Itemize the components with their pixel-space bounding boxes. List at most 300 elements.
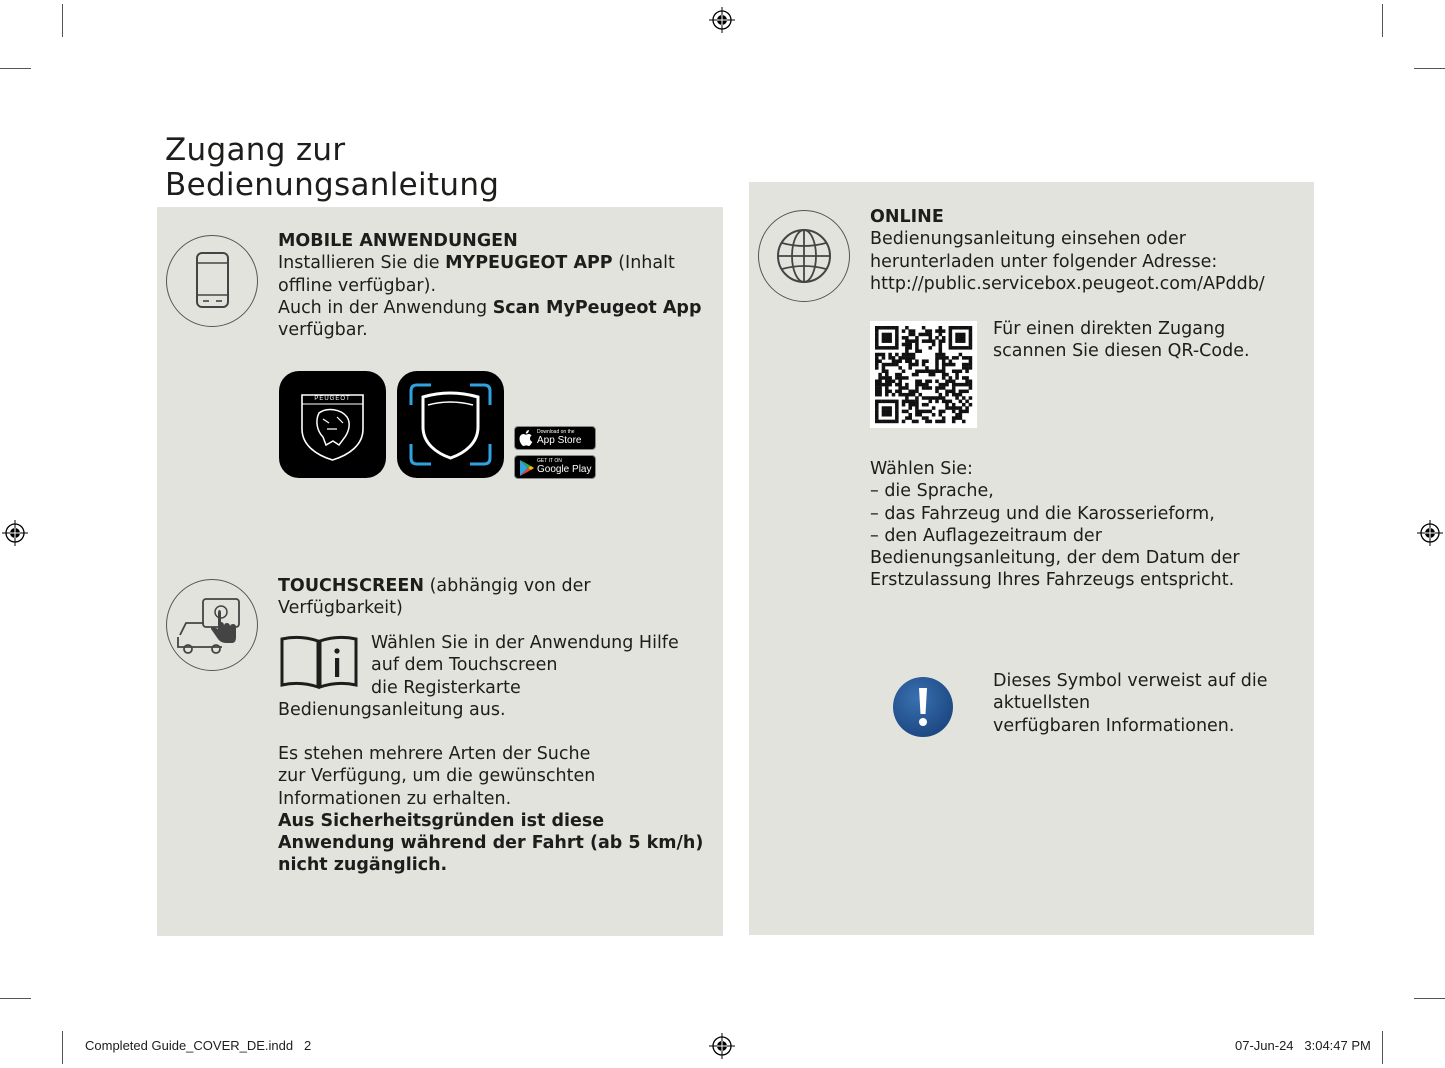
qr-module xyxy=(959,336,963,340)
qr-module xyxy=(922,369,926,373)
qr-module xyxy=(888,346,892,350)
app-store-badge[interactable] xyxy=(514,426,596,450)
touchscreen-hand-icon xyxy=(166,579,258,671)
qr-module xyxy=(969,329,973,333)
qr-module xyxy=(905,356,909,360)
qr-instructions xyxy=(993,318,1303,363)
qr-module xyxy=(895,359,899,363)
qr-module xyxy=(888,356,892,360)
qr-module xyxy=(918,413,922,417)
qr-module xyxy=(882,346,886,350)
qr-module xyxy=(965,383,969,387)
qr-module xyxy=(925,403,929,407)
qr-module xyxy=(898,373,902,377)
qr-module xyxy=(932,413,936,417)
qr-module xyxy=(969,380,973,384)
qr-module xyxy=(959,410,963,414)
qr-module xyxy=(965,400,969,404)
qr-module xyxy=(929,336,933,340)
qr-module xyxy=(885,406,889,410)
qr-module xyxy=(915,343,919,347)
qr-module xyxy=(942,400,946,404)
manual-info-icon xyxy=(280,633,358,691)
qr-module xyxy=(915,406,919,410)
qr-module xyxy=(878,386,882,390)
online-line: herunterladen unter folgender Adresse: xyxy=(870,251,1218,272)
qr-module xyxy=(935,420,939,424)
crop-mark xyxy=(0,998,31,999)
qr-code[interactable] xyxy=(870,321,977,428)
qr-module xyxy=(915,420,919,424)
qr-module xyxy=(905,346,909,350)
qr-module xyxy=(942,420,946,424)
qr-module xyxy=(895,353,899,357)
qr-module xyxy=(875,346,879,350)
qr-module xyxy=(939,339,943,343)
qr-module xyxy=(895,336,899,340)
qr-module xyxy=(885,410,889,414)
qr-module xyxy=(912,356,916,360)
qr-module xyxy=(959,400,963,404)
qr-module xyxy=(898,383,902,387)
qr-module xyxy=(888,326,892,330)
qr-module xyxy=(965,356,969,360)
qr-module xyxy=(922,396,926,400)
qr-module xyxy=(895,363,899,367)
qr-module xyxy=(898,366,902,370)
qr-module xyxy=(955,376,959,380)
qr-module xyxy=(888,333,892,337)
qr-module xyxy=(962,356,966,360)
qr-module xyxy=(952,356,956,360)
qr-module xyxy=(908,339,912,343)
qr-module xyxy=(878,380,882,384)
qr-module xyxy=(912,390,916,394)
qr-module xyxy=(882,353,886,357)
exclamation-icon xyxy=(892,676,954,738)
qr-module xyxy=(942,376,946,380)
qr-module xyxy=(939,413,943,417)
notice-line: verfügbaren Informationen. xyxy=(993,715,1235,736)
qr-module xyxy=(895,326,899,330)
qr-module xyxy=(875,393,879,397)
qr-module xyxy=(882,326,886,330)
qr-module xyxy=(952,420,956,424)
qr-module xyxy=(875,400,879,404)
qr-module xyxy=(969,326,973,330)
qr-module xyxy=(892,393,896,397)
qr-module xyxy=(882,333,886,337)
qr-module xyxy=(925,339,929,343)
qr-module xyxy=(895,339,899,343)
qr-module xyxy=(885,336,889,340)
qr-module xyxy=(969,343,973,347)
qr-module xyxy=(878,420,882,424)
mypeugeot-app-icon[interactable] xyxy=(279,371,386,478)
qr-module xyxy=(902,376,906,380)
safety-warning xyxy=(278,810,718,877)
qr-module xyxy=(945,390,949,394)
qr-module xyxy=(895,373,899,377)
touchscreen-section-text xyxy=(278,575,718,620)
qr-module xyxy=(902,343,906,347)
qr-module xyxy=(942,396,946,400)
qr-module xyxy=(955,416,959,420)
qr-instruction-line: scannen Sie diesen QR-Code. xyxy=(993,341,1250,362)
crop-mark xyxy=(0,68,31,69)
qr-module xyxy=(905,339,909,343)
qr-module xyxy=(959,390,963,394)
qr-module xyxy=(939,396,943,400)
qr-module xyxy=(935,380,939,384)
qr-module xyxy=(895,400,899,404)
qr-module xyxy=(969,356,973,360)
qr-module xyxy=(878,373,882,377)
qr-module xyxy=(912,403,916,407)
qr-module xyxy=(929,339,933,343)
qr-module xyxy=(915,396,919,400)
qr-module xyxy=(918,393,922,397)
qr-module xyxy=(965,366,969,370)
qr-module xyxy=(939,393,943,397)
qr-module xyxy=(885,346,889,350)
qr-module xyxy=(962,333,966,337)
qr-module xyxy=(949,363,953,367)
qr-module xyxy=(885,413,889,417)
qr-module xyxy=(902,369,906,373)
selection-line: – das Fahrzeug und die Karosserieform, xyxy=(870,503,1215,524)
qr-module xyxy=(875,339,879,343)
qr-module xyxy=(895,329,899,333)
qr-module xyxy=(965,369,969,373)
qr-module xyxy=(939,369,943,373)
qr-module xyxy=(898,393,902,397)
globe-icon xyxy=(758,210,850,302)
qr-module xyxy=(895,383,899,387)
footer-timestamp: 07-Jun-24 3:04:47 PM xyxy=(1235,1038,1371,1053)
qr-module xyxy=(882,336,886,340)
crop-mark xyxy=(62,1031,63,1064)
qr-module xyxy=(962,396,966,400)
qr-module xyxy=(925,359,929,363)
qr-module xyxy=(969,346,973,350)
qr-module xyxy=(895,406,899,410)
qr-module xyxy=(949,376,953,380)
google-play-small-text: GET IT ON xyxy=(537,458,562,464)
qr-module xyxy=(875,333,879,337)
qr-module xyxy=(915,383,919,387)
qr-module xyxy=(908,403,912,407)
qr-module xyxy=(952,403,956,407)
qr-module xyxy=(888,336,892,340)
selection-instructions xyxy=(870,458,1310,592)
qr-module xyxy=(955,396,959,400)
selection-line: – die Sprache, xyxy=(870,481,994,502)
qr-module xyxy=(969,333,973,337)
qr-module xyxy=(882,410,886,414)
qr-module xyxy=(918,369,922,373)
manual-url-link[interactable]: http://public.servicebox.peugeot.com/APddb/ xyxy=(870,273,1265,294)
qr-module xyxy=(955,373,959,377)
qr-module xyxy=(959,326,963,330)
qr-module xyxy=(939,333,943,337)
qr-module xyxy=(915,386,919,390)
qr-module xyxy=(969,396,973,400)
qr-module xyxy=(922,339,926,343)
qr-module xyxy=(905,359,909,363)
qr-module xyxy=(932,396,936,400)
qr-module xyxy=(955,346,959,350)
qr-module xyxy=(962,390,966,394)
qr-module xyxy=(888,376,892,380)
qr-module xyxy=(875,343,879,347)
qr-module xyxy=(918,349,922,353)
qr-module xyxy=(962,339,966,343)
qr-module xyxy=(929,369,933,373)
google-play-icon xyxy=(519,459,535,477)
qr-module xyxy=(915,346,919,350)
qr-module xyxy=(962,363,966,367)
qr-module xyxy=(922,410,926,414)
touchscreen-instructions xyxy=(371,632,721,699)
qr-module xyxy=(925,416,929,420)
qr-module xyxy=(905,396,909,400)
app-store-small-text: Download on the xyxy=(537,429,575,435)
qr-module xyxy=(939,420,943,424)
qr-module xyxy=(935,329,939,333)
qr-module xyxy=(908,416,912,420)
qr-module xyxy=(929,329,933,333)
qr-module xyxy=(915,336,919,340)
qr-module xyxy=(905,336,909,340)
qr-module xyxy=(892,420,896,424)
apple-icon xyxy=(519,429,535,447)
qr-module xyxy=(885,339,889,343)
qr-module xyxy=(908,359,912,363)
mobile-heading: MOBILE ANWENDUNGEN xyxy=(278,231,518,251)
qr-module xyxy=(949,326,953,330)
qr-module xyxy=(888,400,892,404)
qr-module xyxy=(898,386,902,390)
qr-module xyxy=(875,410,879,414)
qr-module xyxy=(895,333,899,337)
qr-module xyxy=(908,333,912,337)
qr-module xyxy=(969,403,973,407)
qr-module xyxy=(878,383,882,387)
qr-module xyxy=(932,373,936,377)
page-title-line2: Bedienungsanleitung xyxy=(165,167,500,203)
qr-module xyxy=(955,369,959,373)
qr-module xyxy=(932,369,936,373)
qr-module xyxy=(898,380,902,384)
online-line: Bedienungsanleitung einsehen oder xyxy=(870,229,1186,250)
qr-module xyxy=(888,363,892,367)
qr-code-image xyxy=(870,321,977,428)
qr-module xyxy=(935,369,939,373)
crop-mark xyxy=(1414,68,1445,69)
qr-module xyxy=(969,359,973,363)
mobile-section-text xyxy=(278,230,718,341)
google-play-label: Google Play xyxy=(537,464,592,475)
qr-module xyxy=(912,339,916,343)
qr-module xyxy=(945,373,949,377)
registration-mark-icon xyxy=(709,1033,735,1059)
qr-module xyxy=(952,393,956,397)
qr-module xyxy=(929,373,933,377)
peugeot-shield-icon xyxy=(279,371,386,478)
qr-module xyxy=(935,336,939,340)
qr-module xyxy=(888,406,892,410)
qr-module xyxy=(908,393,912,397)
qr-module xyxy=(959,393,963,397)
qr-module xyxy=(952,390,956,394)
qr-module xyxy=(882,369,886,373)
qr-module xyxy=(955,393,959,397)
qr-module xyxy=(929,346,933,350)
qr-module xyxy=(929,333,933,337)
qr-module xyxy=(949,400,953,404)
qr-module xyxy=(905,376,909,380)
qr-module xyxy=(965,363,969,367)
qr-module xyxy=(922,326,926,330)
qr-module xyxy=(875,336,879,340)
qr-module xyxy=(912,373,916,377)
notice-line: Dieses Symbol verweist auf die xyxy=(993,671,1268,691)
qr-module xyxy=(885,380,889,384)
qr-module xyxy=(875,416,879,420)
qr-module xyxy=(908,329,912,333)
qr-module xyxy=(939,343,943,347)
qr-module xyxy=(888,413,892,417)
qr-module xyxy=(955,356,959,360)
qr-module xyxy=(939,353,943,357)
qr-module xyxy=(875,353,879,357)
footer-filename: Completed Guide_COVER_DE.indd 2 xyxy=(85,1038,312,1053)
qr-module xyxy=(895,420,899,424)
qr-module xyxy=(908,413,912,417)
qr-module xyxy=(942,336,946,340)
qr-module xyxy=(895,410,899,414)
qr-module xyxy=(929,420,933,424)
safety-warning-line: Anwendung während der Fahrt (ab 5 km/h) xyxy=(278,833,704,854)
qr-module xyxy=(925,396,929,400)
online-section-text xyxy=(870,206,1310,295)
qr-module xyxy=(875,420,879,424)
qr-module xyxy=(875,326,879,330)
qr-module xyxy=(882,413,886,417)
qr-module xyxy=(888,380,892,384)
qr-module xyxy=(912,420,916,424)
qr-module xyxy=(942,386,946,390)
qr-module xyxy=(915,403,919,407)
qr-module xyxy=(949,343,953,347)
selection-line: Erstzulassung Ihres Fahrzeugs entspricht. xyxy=(870,570,1235,591)
qr-module xyxy=(932,339,936,343)
qr-module xyxy=(952,383,956,387)
qr-module xyxy=(912,363,916,367)
qr-module xyxy=(965,410,969,414)
qr-module xyxy=(935,359,939,363)
qr-module xyxy=(875,363,879,367)
qr-module xyxy=(918,380,922,384)
qr-module xyxy=(912,333,916,337)
qr-module xyxy=(969,363,973,367)
qr-module xyxy=(959,369,963,373)
google-play-badge[interactable] xyxy=(514,455,596,479)
qr-module xyxy=(878,393,882,397)
scan-mypeugeot-app-icon[interactable] xyxy=(397,371,504,478)
qr-module xyxy=(945,356,949,360)
qr-module xyxy=(902,403,906,407)
qr-module xyxy=(885,383,889,387)
qr-module xyxy=(955,383,959,387)
qr-module xyxy=(925,420,929,424)
qr-module xyxy=(892,359,896,363)
qr-module xyxy=(945,400,949,404)
qr-module xyxy=(882,366,886,370)
qr-module xyxy=(932,406,936,410)
qr-module xyxy=(905,326,909,330)
qr-module xyxy=(875,356,879,360)
qr-module xyxy=(905,410,909,414)
qr-module xyxy=(902,400,906,404)
qr-module xyxy=(885,326,889,330)
qr-module xyxy=(918,333,922,337)
qr-module xyxy=(939,386,943,390)
qr-module xyxy=(902,393,906,397)
qr-module xyxy=(878,326,882,330)
qr-module xyxy=(915,363,919,367)
qr-module xyxy=(925,380,929,384)
qr-module xyxy=(918,410,922,414)
qr-module xyxy=(955,336,959,340)
touch-instruction-line: auf dem Touchscreen xyxy=(371,655,558,676)
qr-module xyxy=(875,359,879,363)
qr-module xyxy=(895,346,899,350)
qr-module xyxy=(952,369,956,373)
qr-module xyxy=(935,366,939,370)
crop-mark xyxy=(1414,998,1445,999)
qr-module xyxy=(908,343,912,347)
scan-shield-icon xyxy=(397,371,504,478)
search-info-paragraph xyxy=(278,743,718,877)
qr-module xyxy=(888,390,892,394)
qr-module xyxy=(915,359,919,363)
qr-module xyxy=(902,329,906,333)
qr-module xyxy=(908,356,912,360)
crop-mark xyxy=(1382,4,1383,37)
search-info-line: Es stehen mehrere Arten der Suche xyxy=(278,744,591,764)
qr-module xyxy=(949,333,953,337)
qr-module xyxy=(942,339,946,343)
qr-module xyxy=(935,396,939,400)
qr-module xyxy=(922,333,926,337)
qr-module xyxy=(882,356,886,360)
qr-module xyxy=(959,413,963,417)
qr-module xyxy=(962,376,966,380)
qr-module xyxy=(875,390,879,394)
qr-module xyxy=(882,406,886,410)
qr-module xyxy=(965,326,969,330)
search-info-line: zur Verfügung, um die gewünschten xyxy=(278,766,596,787)
qr-module xyxy=(965,406,969,410)
touch-instruction-line: die Registerkarte xyxy=(371,677,521,698)
qr-module xyxy=(885,333,889,337)
qr-module xyxy=(888,410,892,414)
qr-module xyxy=(912,329,916,333)
qr-module xyxy=(925,383,929,387)
notice-line: aktuellsten xyxy=(993,693,1091,714)
